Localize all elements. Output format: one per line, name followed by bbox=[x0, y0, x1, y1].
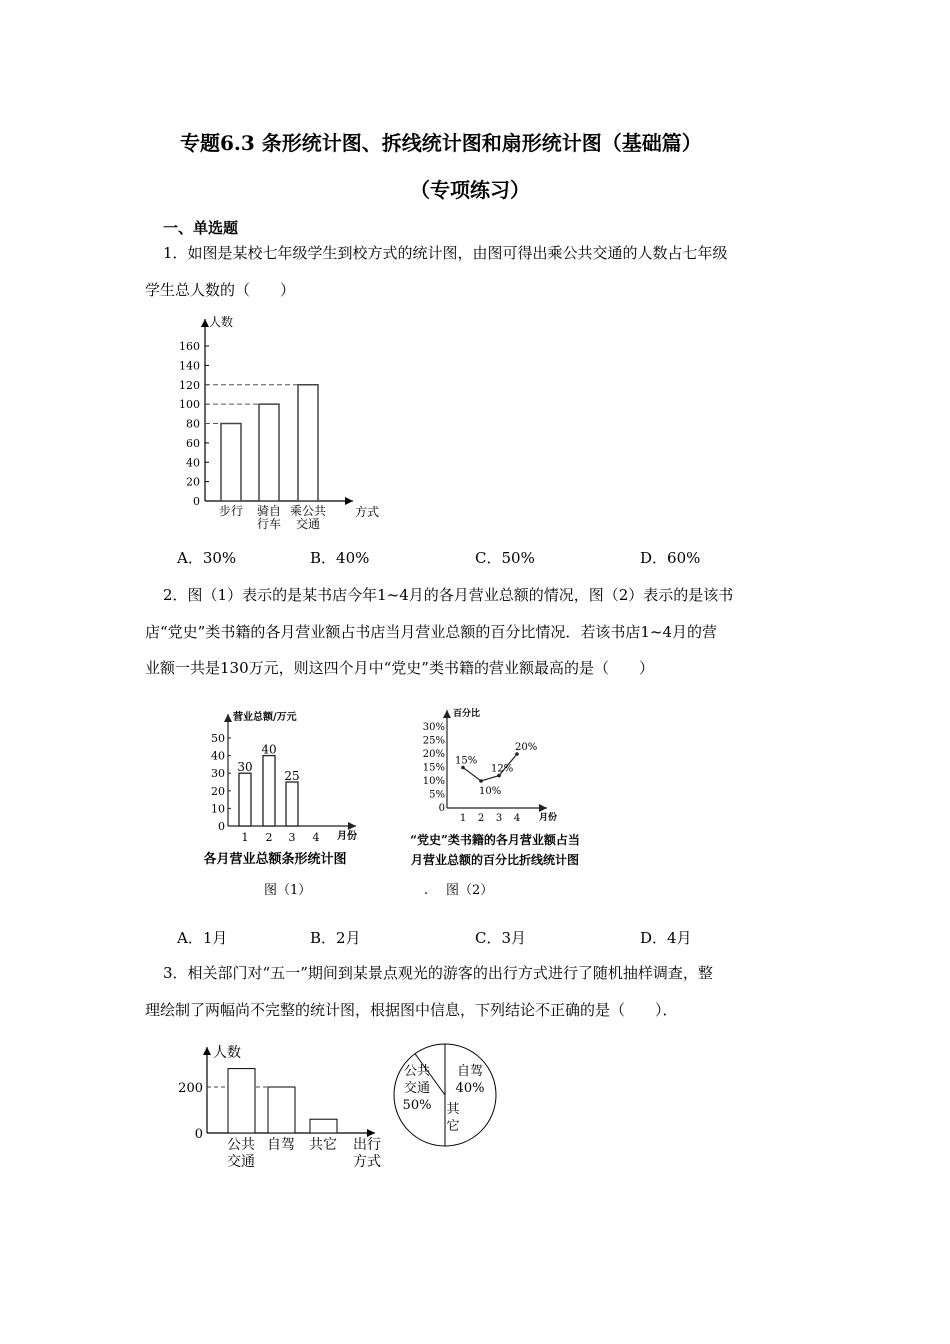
section-heading: 一、单选题 bbox=[163, 219, 239, 237]
x-tick-label: 4 bbox=[513, 813, 521, 824]
data-label: 30 bbox=[237, 760, 253, 775]
y-tick-label: 40 bbox=[211, 749, 225, 763]
y-tick-label: 30 bbox=[211, 767, 225, 781]
chart-title: 各月营业总额条形统计图 bbox=[203, 852, 347, 867]
document-title: 专题6.3 条形统计图、拆线统计图和扇形统计图（基础篇） bbox=[180, 131, 702, 155]
y-tick-label: 10 bbox=[211, 802, 225, 816]
data-label: 40 bbox=[261, 742, 277, 757]
bar bbox=[298, 385, 318, 501]
data-label: 12% bbox=[491, 763, 514, 775]
x-axis-label: 月份 bbox=[337, 831, 357, 842]
y-tick-label: 100 bbox=[179, 398, 200, 412]
x-tick-label: 4 bbox=[312, 831, 320, 844]
slice-label: 它 bbox=[446, 1119, 460, 1134]
document-subtitle: （专项练习） bbox=[410, 178, 530, 202]
x-axis-arrow bbox=[539, 804, 547, 812]
question-2-line-1: 2．图（1）表示的是某书店今年1~4月的各月营业总额的情况，图（2）表示的是该书 bbox=[163, 586, 734, 604]
data-point bbox=[479, 779, 483, 783]
figure-2-caption: 图（2） bbox=[446, 883, 494, 898]
x-tick-label: 3 bbox=[288, 831, 296, 844]
chart-q3-pie bbox=[390, 1035, 510, 1155]
x-axis-label: 月份 bbox=[539, 813, 558, 823]
x-axis-arrow bbox=[367, 1129, 375, 1137]
question-2-line-2: 店“党史”类书籍的各月营业额占书店当月营业总额的百分比情况．若该书店1~4月的营 bbox=[145, 623, 717, 641]
chart-q2-line bbox=[400, 700, 600, 880]
chart-title-line: “党史”类书籍的各月营业额占当 bbox=[410, 833, 580, 847]
x-tick-label: 公共 bbox=[227, 1137, 255, 1153]
data-label: 15% bbox=[455, 755, 478, 767]
y-tick-label: 160 bbox=[179, 340, 200, 353]
x-tick-label: 3 bbox=[495, 813, 503, 824]
question-1-line-2: 学生总人数的（ ） bbox=[145, 281, 296, 299]
y-axis-arrow bbox=[443, 710, 451, 718]
bar bbox=[239, 773, 251, 826]
y-tick-label: 140 bbox=[179, 359, 200, 373]
x-tick-label: 交通 bbox=[227, 1154, 255, 1170]
y-tick-label: 25% bbox=[422, 735, 445, 747]
x-tick-label: 步行 bbox=[218, 504, 244, 518]
y-tick-label: 30% bbox=[422, 722, 445, 733]
x-axis-label: 出行 bbox=[353, 1137, 381, 1153]
y-axis-label: 营业总额/万元 bbox=[233, 712, 297, 723]
slice-label: 50% bbox=[402, 1098, 432, 1113]
question-3-line-2: 理绘制了两幅尚不完整的统计图，根据图中信息，下列结论不正确的是（ ）． bbox=[145, 1001, 678, 1019]
bar bbox=[310, 1119, 337, 1133]
data-label: 25 bbox=[284, 769, 300, 783]
q1-option-b[interactable]: B．40% bbox=[310, 549, 370, 567]
x-tick-label: 交通 bbox=[295, 517, 321, 531]
x-tick-label: 行车 bbox=[256, 517, 282, 531]
x-tick-label: 2 bbox=[477, 813, 485, 824]
y-tick-label: 15% bbox=[422, 762, 445, 774]
y-tick-label: 10% bbox=[422, 776, 445, 787]
data-label: 20% bbox=[515, 742, 538, 753]
q2-option-d[interactable]: D．4月 bbox=[640, 929, 692, 947]
slice-label: 其 bbox=[446, 1102, 460, 1117]
chart-q1-bar bbox=[170, 310, 380, 540]
question-3-line-1: 3．相关部门对“五一”期间到某景点观光的游客的出行方式进行了随机抽样调查，整 bbox=[163, 964, 713, 982]
q2-option-b[interactable]: B．2月 bbox=[310, 929, 361, 947]
x-axis-arrow bbox=[348, 822, 356, 830]
x-axis-arrow bbox=[345, 497, 353, 505]
bar bbox=[268, 1087, 295, 1133]
x-axis-label: 方式 bbox=[355, 505, 380, 519]
bar bbox=[259, 404, 279, 501]
x-tick-label: 自驾 bbox=[267, 1137, 295, 1153]
x-tick-label: 共它 bbox=[309, 1137, 337, 1153]
y-axis-arrow bbox=[203, 1047, 211, 1055]
y-tick-label: 40 bbox=[186, 456, 200, 470]
y-tick-label: 0 bbox=[218, 820, 225, 833]
slice-label: 自驾 bbox=[456, 1064, 484, 1079]
y-tick-label: 5% bbox=[429, 789, 445, 801]
data-label: 10% bbox=[479, 786, 502, 797]
q1-option-d[interactable]: D．60% bbox=[640, 549, 701, 567]
x-tick-label: 乘公共 bbox=[289, 504, 327, 518]
bar bbox=[221, 424, 241, 502]
x-axis-label: 方式 bbox=[353, 1154, 381, 1170]
y-tick-label: 0 bbox=[193, 495, 200, 508]
y-axis-label: 人数 bbox=[209, 315, 234, 329]
figure-1-caption: 图（1） bbox=[264, 883, 312, 898]
y-tick-label: 0 bbox=[438, 803, 445, 814]
y-axis-label: 人数 bbox=[213, 1045, 241, 1061]
y-tick-label: 60 bbox=[186, 436, 200, 450]
chart-q2-bar bbox=[180, 700, 380, 880]
slice-label: 40% bbox=[455, 1081, 485, 1096]
y-tick-label: 20 bbox=[211, 784, 225, 798]
x-tick-label: 2 bbox=[265, 831, 273, 844]
figure-2-dot: . bbox=[424, 883, 429, 898]
y-axis-arrow bbox=[224, 714, 232, 722]
x-tick-label: 1 bbox=[241, 831, 249, 844]
q1-option-c[interactable]: C．50% bbox=[475, 549, 535, 567]
chart-title-line: 月营业总额的百分比折线统计图 bbox=[410, 853, 580, 867]
x-tick-label: 骑自 bbox=[256, 504, 282, 518]
x-tick-label: 1 bbox=[459, 813, 467, 824]
slice-label: 公共 bbox=[403, 1064, 431, 1079]
q2-option-c[interactable]: C．3月 bbox=[475, 929, 527, 947]
question-1-line-1: 1．如图是某校七年级学生到校方式的统计图，由图可得出乘公共交通的人数占七年级 bbox=[163, 244, 728, 262]
y-axis-arrow bbox=[201, 319, 209, 327]
y-tick-label: 200 bbox=[178, 1081, 203, 1096]
bar bbox=[228, 1069, 255, 1133]
y-tick-label: 0 bbox=[194, 1127, 203, 1142]
y-tick-label: 20% bbox=[422, 749, 445, 760]
y-axis-label: 百分比 bbox=[453, 709, 481, 719]
bar bbox=[263, 756, 275, 826]
y-tick-label: 50 bbox=[211, 732, 225, 745]
chart-q3-bar bbox=[175, 1035, 395, 1180]
q2-option-a[interactable]: A．1月 bbox=[177, 929, 228, 947]
q1-option-a[interactable]: A．30% bbox=[177, 549, 237, 567]
bar bbox=[286, 782, 298, 826]
slice-label: 交通 bbox=[403, 1081, 431, 1096]
y-tick-label: 80 bbox=[186, 417, 200, 431]
question-2-line-3: 业额一共是130万元，则这四个月中“党史”类书籍的营业额最高的是（ ） bbox=[145, 659, 654, 677]
y-tick-label: 120 bbox=[179, 378, 200, 392]
y-tick-label: 20 bbox=[186, 475, 200, 489]
